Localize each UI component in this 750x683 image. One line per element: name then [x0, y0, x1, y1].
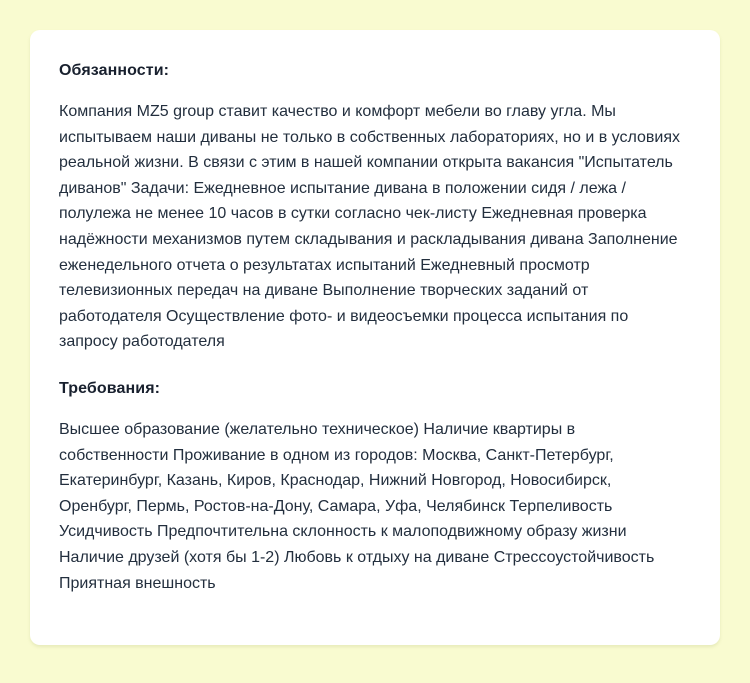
spacer-heading-body-2 [59, 402, 686, 417]
section-requirements [59, 376, 686, 596]
section-body-responsibilities: Компания MZ5 group ставит качество и комфорт мебели во главу угла. Мы испытываем наши диваны не только в собственных лабораториях, но и в условиях реальной жизни. В связи с этим в нашей компании открыта вакансия "Испытатель диванов" Задачи: Ежедневное испытание дивана в положении сидя / лежа / полулежа не менее 10 часов в сутки согласно чек-листу Ежедневная проверка надёжности механизмов путем складывания и раскладывания дивана Заполнение еженедельного отчета о результатах испытаний Ежедневный просмотр телевизионных передач на диване Выполнение творческих заданий от работодателя Осуществление фото- и видеосъемки процесса испытания по запросу работодателя [59, 103, 685, 351]
section-responsibilities [59, 58, 686, 355]
section-body-requirements: Высшее образование (желательно техническое) Наличие квартиры в собственности Проживание в одном из городов: Москва, Санкт-Петербург, Екатеринбург, Казань, Киров, Краснодар, Нижний Новгород, Новосибирск, Оренбург, Пермь, Ростов-на-Дону, Самара, Уфа, Челябинск Терпеливость Усидчивость Предпочтительна склонность к малоподвижному образу жизни Наличие друзей (хотя бы 1-2) Любовь к отдыху на диване Стрессоустойчивость Приятная внешность [59, 420, 659, 592]
section-heading-requirements: Требования: [59, 379, 161, 397]
vacancy-card [30, 30, 720, 645]
spacer-between-sections [59, 355, 686, 376]
spacer-heading-body [59, 84, 686, 99]
vacancy-card-content [30, 30, 720, 620]
section-heading-responsibilities: Обязанности: [59, 62, 170, 79]
